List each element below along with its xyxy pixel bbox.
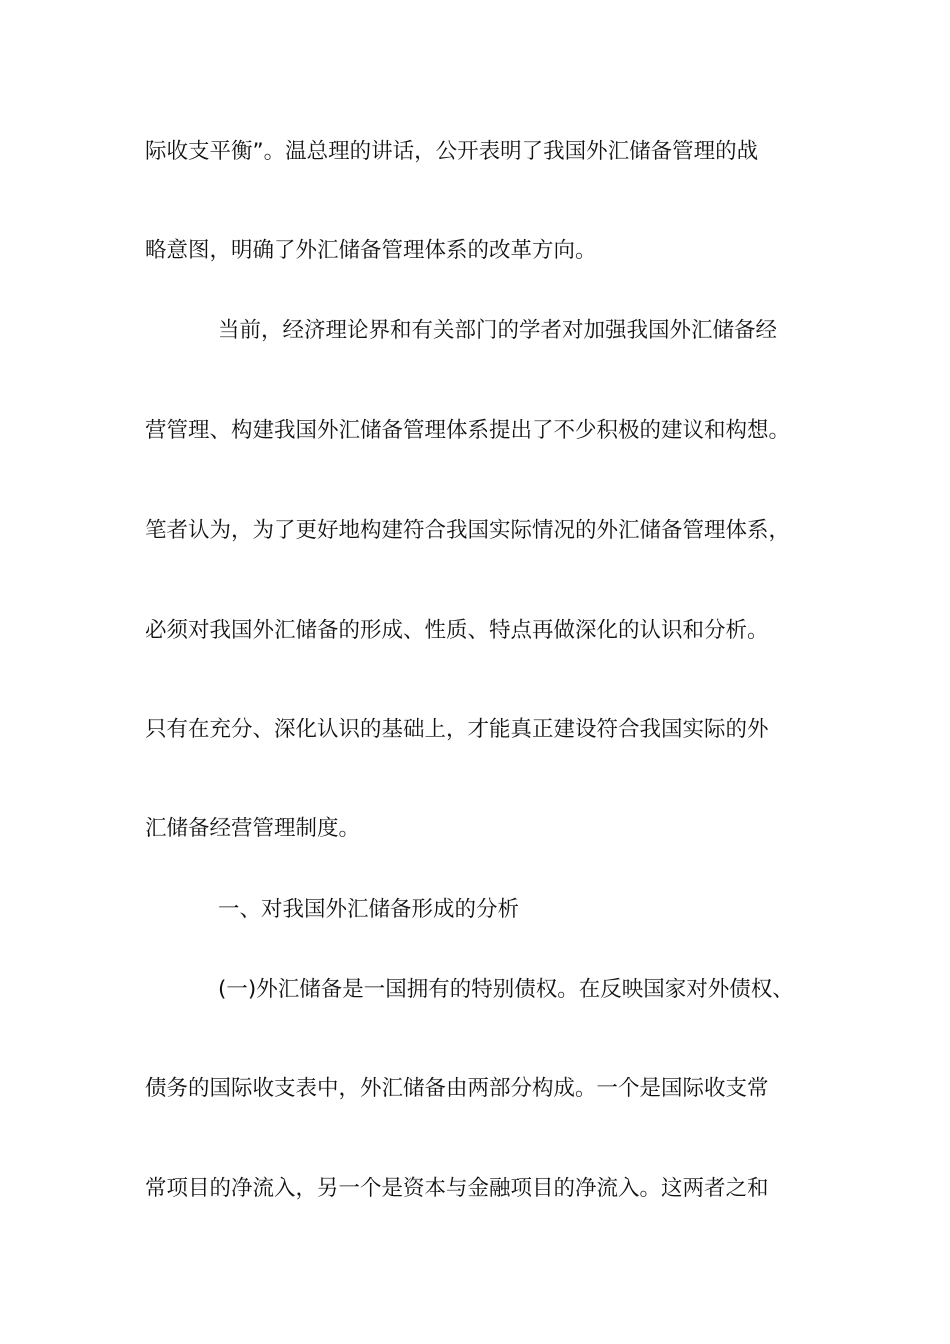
- text-line-12: 常项目的净流入，另一个是资本与金融项目的净流入。这两者之和: [145, 1176, 769, 1201]
- section-heading: 一、对我国外汇储备形成的分析: [218, 897, 520, 922]
- text-line-10: (一)外汇储备是一国拥有的特别债权。在反映国家对外债权、: [218, 977, 794, 1002]
- text-line-4: 营管理、构建我国外汇储备管理体系提出了不少积极的建议和构想。: [145, 418, 791, 443]
- text-line-8: 汇储备经营管理制度。: [145, 816, 361, 841]
- text-line-6: 必须对我国外汇储备的形成、性质、特点再做深化的认识和分析。: [145, 618, 769, 643]
- text-line-1: 际收支平衡”。温总理的讲话，公开表明了我国外汇储备管理的战: [145, 139, 759, 164]
- text-line-11: 债务的国际收支表中，外汇储备由两部分构成。一个是国际收支常: [145, 1076, 769, 1101]
- text-line-7: 只有在充分、深化认识的基础上，才能真正建设符合我国实际的外: [145, 717, 769, 742]
- text-line-2: 略意图，明确了外汇储备管理体系的改革方向。: [145, 238, 597, 263]
- text-line-5: 笔者认为，为了更好地构建符合我国实际情况的外汇储备管理体系，: [145, 518, 791, 543]
- text-line-3: 当前，经济理论界和有关部门的学者对加强我国外汇储备经: [218, 318, 778, 343]
